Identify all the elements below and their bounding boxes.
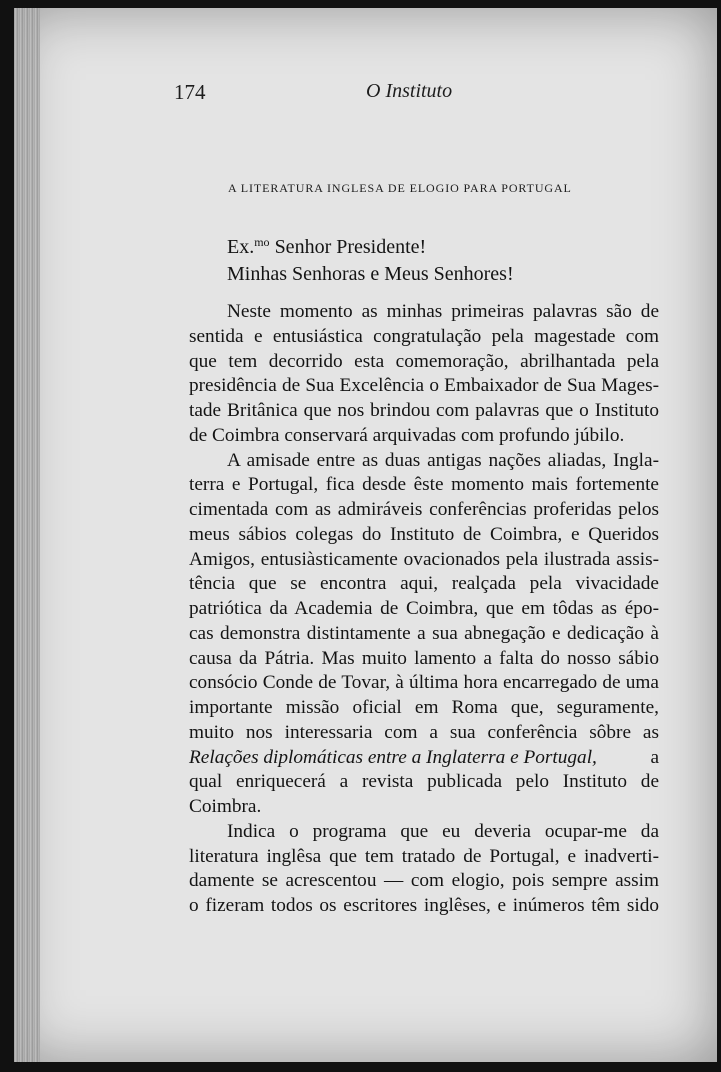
text-line: importante missão oficial em Roma que, seguramente, <box>189 697 659 718</box>
text-line: cimentada com as admiráveis conferências proferidas pelos <box>189 499 659 520</box>
text-line: patriótica da Academia de Coimbra, que em tôdas as épo- <box>189 598 659 619</box>
text-line: Indica o programa que eu deveria ocupar-me da <box>227 820 659 842</box>
text-line: Amigos, entusiàsticamente ovacionados pela ilustrada assis- <box>189 548 659 570</box>
text-line: tade Britânica que nos brindou com palavras que o Instituto <box>189 400 659 421</box>
text-line: Neste momento as minhas primeiras palavras são de <box>227 301 659 322</box>
text-line: qual enriquecerá a revista publicada pelo Instituto de <box>189 771 659 793</box>
text-fragment: a <box>650 746 659 768</box>
text-line: tência que se encontra aqui, realçada pela vivacidade <box>189 573 659 595</box>
salutation-line-2: Minhas Senhoras e Meus Senhores! <box>227 263 514 285</box>
text-line: o fizeram todos os escritores inglêses, e inúmeros têm sido <box>189 895 659 916</box>
text-line: consócio Conde de Tovar, à última hora encarregado de uma <box>189 672 659 694</box>
text-line: que tem decorrido esta comemoração, abrilhantada pela <box>189 350 659 372</box>
text-line: de Coimbra conservará arquivadas com profundo júbilo. <box>189 424 625 446</box>
text-line: Coimbra. <box>189 796 262 817</box>
salutation-line-1 <box>227 229 514 261</box>
text-line: terra e Portugal, fica desde êste momento mais fortemente <box>189 474 659 496</box>
italic-title: Relações diplomáticas entre a Inglaterra e Portugal, <box>189 746 597 768</box>
page-header <box>174 80 654 110</box>
salutation-prefix: Ex. <box>227 236 255 258</box>
text-line: presidência de Sua Excelência o Embaixador de Sua Mages- <box>189 375 659 397</box>
text-line: A amisade entre as duas antigas nações aliadas, Ingla- <box>227 449 659 471</box>
text-line: damente se acrescentou — com elogio, pois sempre assim <box>189 870 659 892</box>
text-line: sentida e entusiástica congratulação pela magestade com <box>189 325 659 347</box>
page-gutter <box>14 8 40 1062</box>
section-title: A LITERATURA INGLESA DE ELOGIO PARA PORTUGAL <box>228 181 572 195</box>
salutation <box>227 229 514 288</box>
text-line: meus sábios colegas do Instituto de Coimbra, e Queridos <box>189 523 659 545</box>
text-line: literatura inglêsa que tem tratado de Portugal, e inadverti- <box>189 845 659 867</box>
text-line: causa da Pátria. Mas muito lamento a falta do nosso sábio <box>189 647 659 669</box>
body-text <box>189 300 659 919</box>
salutation-superscript: mo <box>254 235 270 249</box>
running-title: O Instituto <box>366 80 453 102</box>
page-number: 174 <box>174 80 206 104</box>
text-line-italic <box>189 746 659 771</box>
text-line: muito nos interessaria com a sua conferência sôbre as <box>189 721 659 743</box>
text-line: cas demonstra distintamente a sua abnegação e dedicação à <box>189 622 659 644</box>
salutation-rest: Senhor Presidente! <box>269 236 427 258</box>
